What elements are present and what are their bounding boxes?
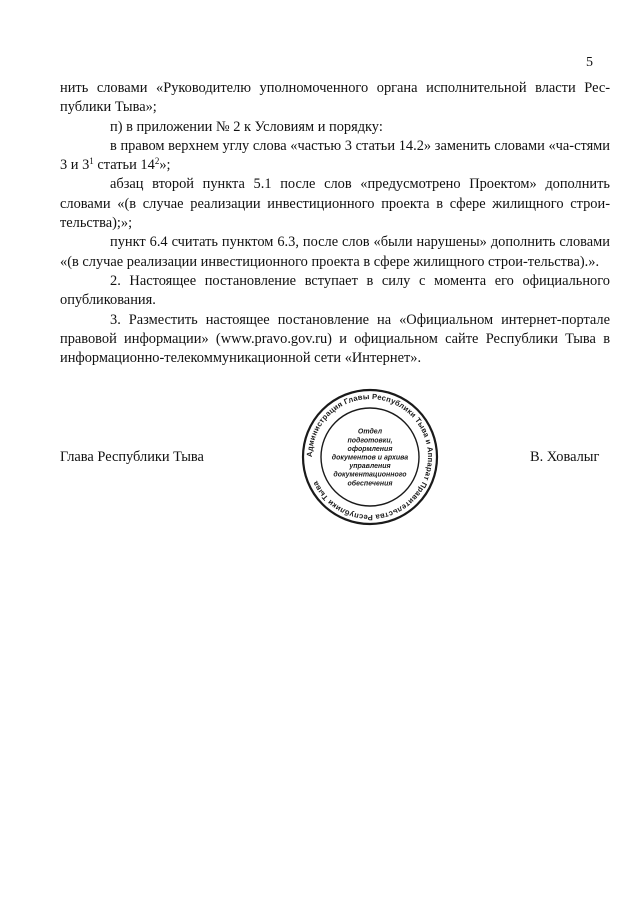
paragraph-text-part: »; (159, 157, 171, 174)
official-stamp (300, 387, 440, 527)
signature-name: В. Ховалыг (530, 449, 600, 465)
stamp-center-line: подготовки, (347, 437, 393, 445)
paragraph-clause-2: 2. Настоящее постановление вступает в силу с момента его официального опубликования. (60, 272, 610, 309)
stamp-center-line: документационного (333, 471, 407, 479)
paragraph-item-p: п) в приложении № 2 к Условиям и порядку: (110, 118, 383, 135)
paragraph-text-part: в правом верхнем углу слова «частью 3 статьи 14.2» заменить словами «ча-стями 3 и 3 (60, 137, 610, 174)
stamp-center-line: Отдел (357, 428, 383, 436)
paragraph-clause-3: 3. Разместить настоящее постановление на «Официальном интернет-портале правовой информации» (www.pravo.gov.ru) и официальном сайте Республики Тыва в информационно-телекоммуникационной сети «Интернет». (60, 311, 610, 367)
stamp-center-line: оформления (347, 445, 393, 453)
stamp-center-line: обеспечения (347, 480, 393, 488)
superscript: 2 (154, 156, 160, 167)
paragraph-item-5-1: абзац второй пункта 5.1 после слов «предусмотрено Проектом» дополнить словами «(в случае реализации инвестиционного проекта в сфере жилищного строи-тельства);»; (60, 176, 610, 232)
stamp-center-line: документов и архива (331, 454, 409, 462)
superscript: 1 (89, 156, 94, 167)
page-number: 5 (586, 55, 593, 70)
paragraph-top-right-corner (60, 137, 610, 176)
paragraph-text-part: статьи 14 (93, 157, 155, 174)
stamp-center-line: управления (349, 463, 391, 471)
signature-title: Глава Республики Тыва (60, 449, 204, 465)
stamp-ring-text: Администрация Главы Республики Тыва и Аппарат Правительства Республики Тыва (304, 391, 436, 523)
paragraph-continuation: нить словами «Руководителю уполномоченного органа исполнительной власти Рес-публики Тыва»; (60, 80, 610, 116)
paragraph-item-6-4: пункт 6.4 считать пунктом 6.3, после слов «были нарушены» дополнить словами «(в случае реализации инвестиционного проекта в сфере жилищного строи-тельства).». (60, 234, 610, 270)
document-body (60, 79, 610, 368)
stamp-center-text (332, 428, 409, 488)
